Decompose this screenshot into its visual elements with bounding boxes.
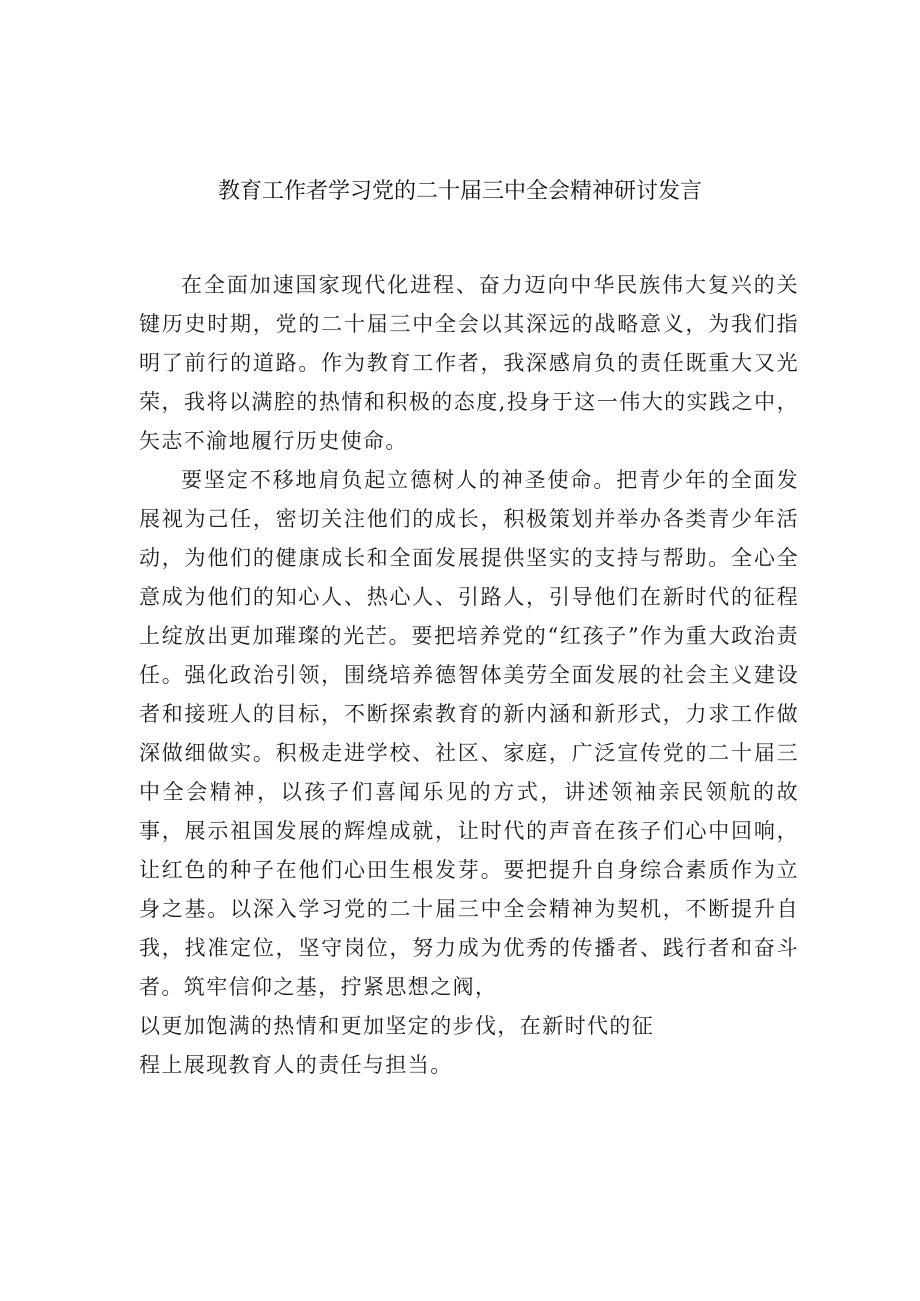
paragraph-main: 要坚定不移地肩负起立德树人的神圣使命。把青少年的全面发展视为己任，密切关注他们的成长，积极策划并举办各类青少年活动，为他们的健康成长和全面发展提供坚实的支持与帮助。全心全意成为他们的知心人、热心人、引路人，引导他们在新时代的征程上绽放出更加璀璨的光芒。要把培养党的“红孩子”作为重大政治责任。强化政治引领，围绕培养德智体美劳全面发展的社会主义建设者和接班人的目标，不断探索教育的新内涵和新形式，力求工作做深做细做实。积极走进学校、社区、家庭，广泛宣传党的二十届三中全会精神，以孩子们喜闻乐见的方式，讲述领袖亲民领航的故事，展示祖国发展的辉煌成就，让时代的声音在孩子们心中回响，让红色的种子在他们心田生根发芽。要把提升自身综合素质作为立身之基。以深入学习党的二十届三中全会精神为契机，不断提升自我，找准定位，坚守岗位，努力成为优秀的传播者、践行者和奋斗者。筑牢信仰之基，拧紧思想之阀， bbox=[139, 468, 799, 999]
paragraph-intro: 在全面加速国家现代化进程、奋力迈向中华民族伟大复兴的关键历史时期，党的二十届三中全会以其深远的战略意义，为我们指明了前行的道路。作为教育工作者，我深感肩负的责任既重大又光荣，我将以满腔的热情和积极的态度,投身于这一伟大的实践之中，矢志不渝地履行历史使命。 bbox=[139, 273, 799, 453]
closing-line-2: 程上展现教育人的责任与担当。 bbox=[139, 1053, 453, 1077]
document-title: 教育工作者学习党的二十届三中全会精神研讨发言 bbox=[217, 179, 702, 204]
closing-line-1: 以更加饱满的热情和更加坚定的步伐，在新时代的征 bbox=[139, 1014, 655, 1038]
document-body bbox=[139, 266, 799, 1085]
